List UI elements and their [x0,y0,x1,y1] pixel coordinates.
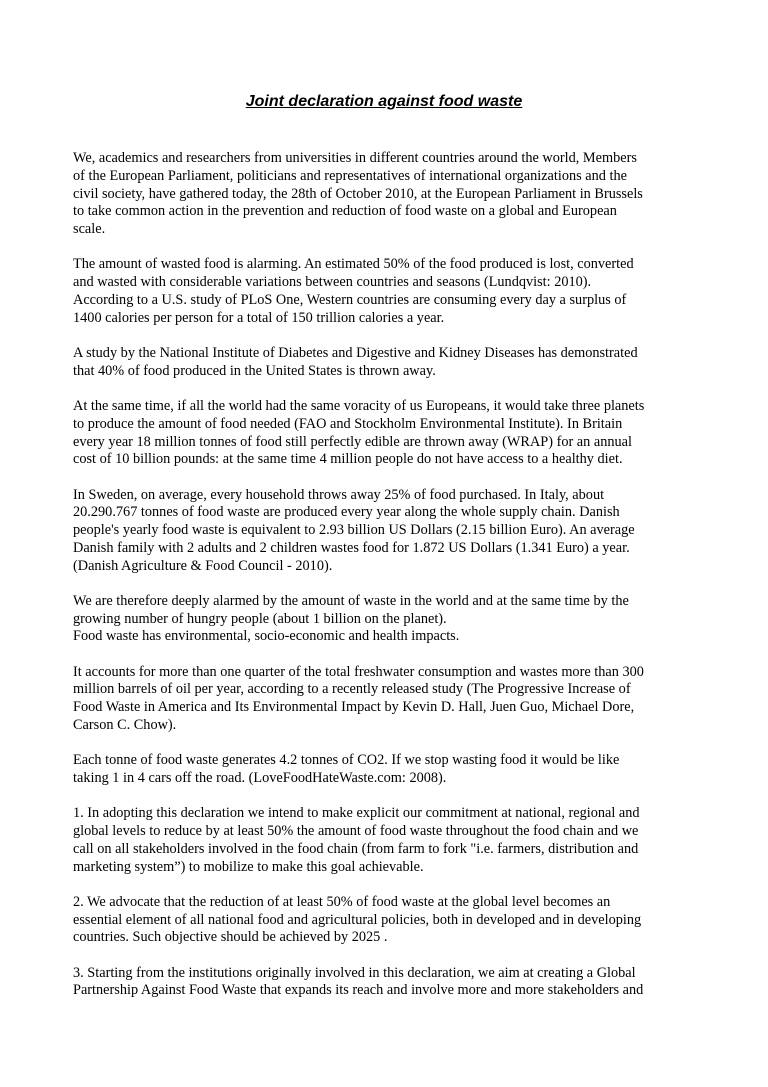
text-line: (Danish Agriculture & Food Council - 2010). [73,557,333,574]
paragraph [73,487,699,576]
text-line: A study by the National Institute of Diabetes and Digestive and Kidney Diseases has demonstrated [73,344,638,361]
text-line: marketing system”) to mobilize to make this goal achievable. [73,858,424,875]
text-line: to produce the amount of food needed (FAO and Stockholm Environmental Institute). In Britain [73,415,623,432]
text-line: Food Waste in America and Its Environmental Impact by Kevin D. Hall, Juen Guo, Michael Dore, [73,699,635,716]
text-line: scale. [73,221,106,238]
text-line: 2. We advocate that the reduction of at least 50% of food waste at the global level becomes an [73,893,611,910]
text-line: 20.290.767 tonnes of food waste are produced every year along the whole supply chain. Danish [73,504,620,521]
paragraph [73,805,699,876]
text-line: to take common action in the prevention and reduction of food waste on a global and European [73,203,617,220]
text-line: Food waste has environmental, socio-economic and health impacts. [73,628,460,645]
text-line: It accounts for more than one quarter of the total freshwater consumption and wastes more than 300 [73,663,644,680]
text-line: essential element of all national food and agricultural policies, both in developed and in developing [73,911,642,928]
paragraph [73,345,699,381]
text-line: cost of 10 billion pounds: at the same time 4 million people do not have access to a healthy diet. [73,451,623,468]
paragraph [73,256,699,327]
paragraph [73,150,699,239]
text-line: 1400 calories per person for a total of 150 trillion calories a year. [73,309,445,326]
text-line: that 40% of food produced in the United States is thrown away. [73,362,436,379]
text-line: countries. Such objective should be achieved by 2025 . [73,929,388,946]
paragraph [73,398,699,469]
paragraph [73,752,699,788]
text-line: every year 18 million tonnes of food still perfectly edible are thrown away (WRAP) for an annual [73,433,632,450]
text-line: global levels to reduce by at least 50% the amount of food waste throughout the food chain and we [73,823,639,840]
text-line: We, academics and researchers from universities in different countries around the world, Members [73,150,637,166]
text-line: million barrels of oil per year, according to a recently released study (The Progressive Increase of [73,681,631,698]
text-line: people's yearly food waste is equivalent to 2.93 billion US Dollars (2.15 billion Euro). An average [73,522,635,539]
text-line: of the European Parliament, politicians and representatives of international organizations and the [73,167,627,184]
text-line: At the same time, if all the world had the same voracity of us Europeans, it would take three planets [73,397,645,414]
document-title: Joint declaration against food waste [245,93,523,110]
text-line: call on all stakeholders involved in the food chain (from farm to fork "i.e. farmers, distribution and [73,840,639,857]
text-line: taking 1 in 4 cars off the road. (LoveFoodHateWaste.com: 2008). [73,770,447,787]
text-line: According to a U.S. study of PLoS One, Western countries are consuming every day a surplus of [73,291,627,308]
text-line: Each tonne of food waste generates 4.2 tonnes of CO2. If we stop wasting food it would be like [73,752,620,769]
paragraph [73,965,699,1001]
document-body [73,150,699,1018]
text-line: and wasted with considerable variations between countries and seasons (Lundqvist: 2010). [73,274,592,291]
text-line: Partnership Against Food Waste that expands its reach and involve more and more stakeholders and [73,982,644,999]
text-line: We are therefore deeply alarmed by the amount of waste in the world and at the same time by the [73,592,629,609]
paragraph [73,593,699,646]
text-line: The amount of wasted food is alarming. An estimated 50% of the food produced is lost, converted [73,256,634,273]
paragraph [73,664,699,735]
text-line: growing number of hungry people (about 1 billion on the planet). [73,610,447,627]
text-line: Carson C. Chow). [73,717,177,734]
text-line: 3. Starting from the institutions originally involved in this declaration, we aim at creating a Global [73,964,636,981]
paragraph [73,894,699,947]
text-line: In Sweden, on average, every household throws away 25% of food purchased. In Italy, about [73,486,605,503]
text-line: civil society, have gathered today, the 28th of October 2010, at the European Parliament in Brussels [73,185,643,202]
text-line: Danish family with 2 adults and 2 children wastes food for 1.872 US Dollars (1.341 Euro) a year. [73,539,630,556]
text-line: 1. In adopting this declaration we intend to make explicit our commitment at national, regional and [73,805,640,822]
